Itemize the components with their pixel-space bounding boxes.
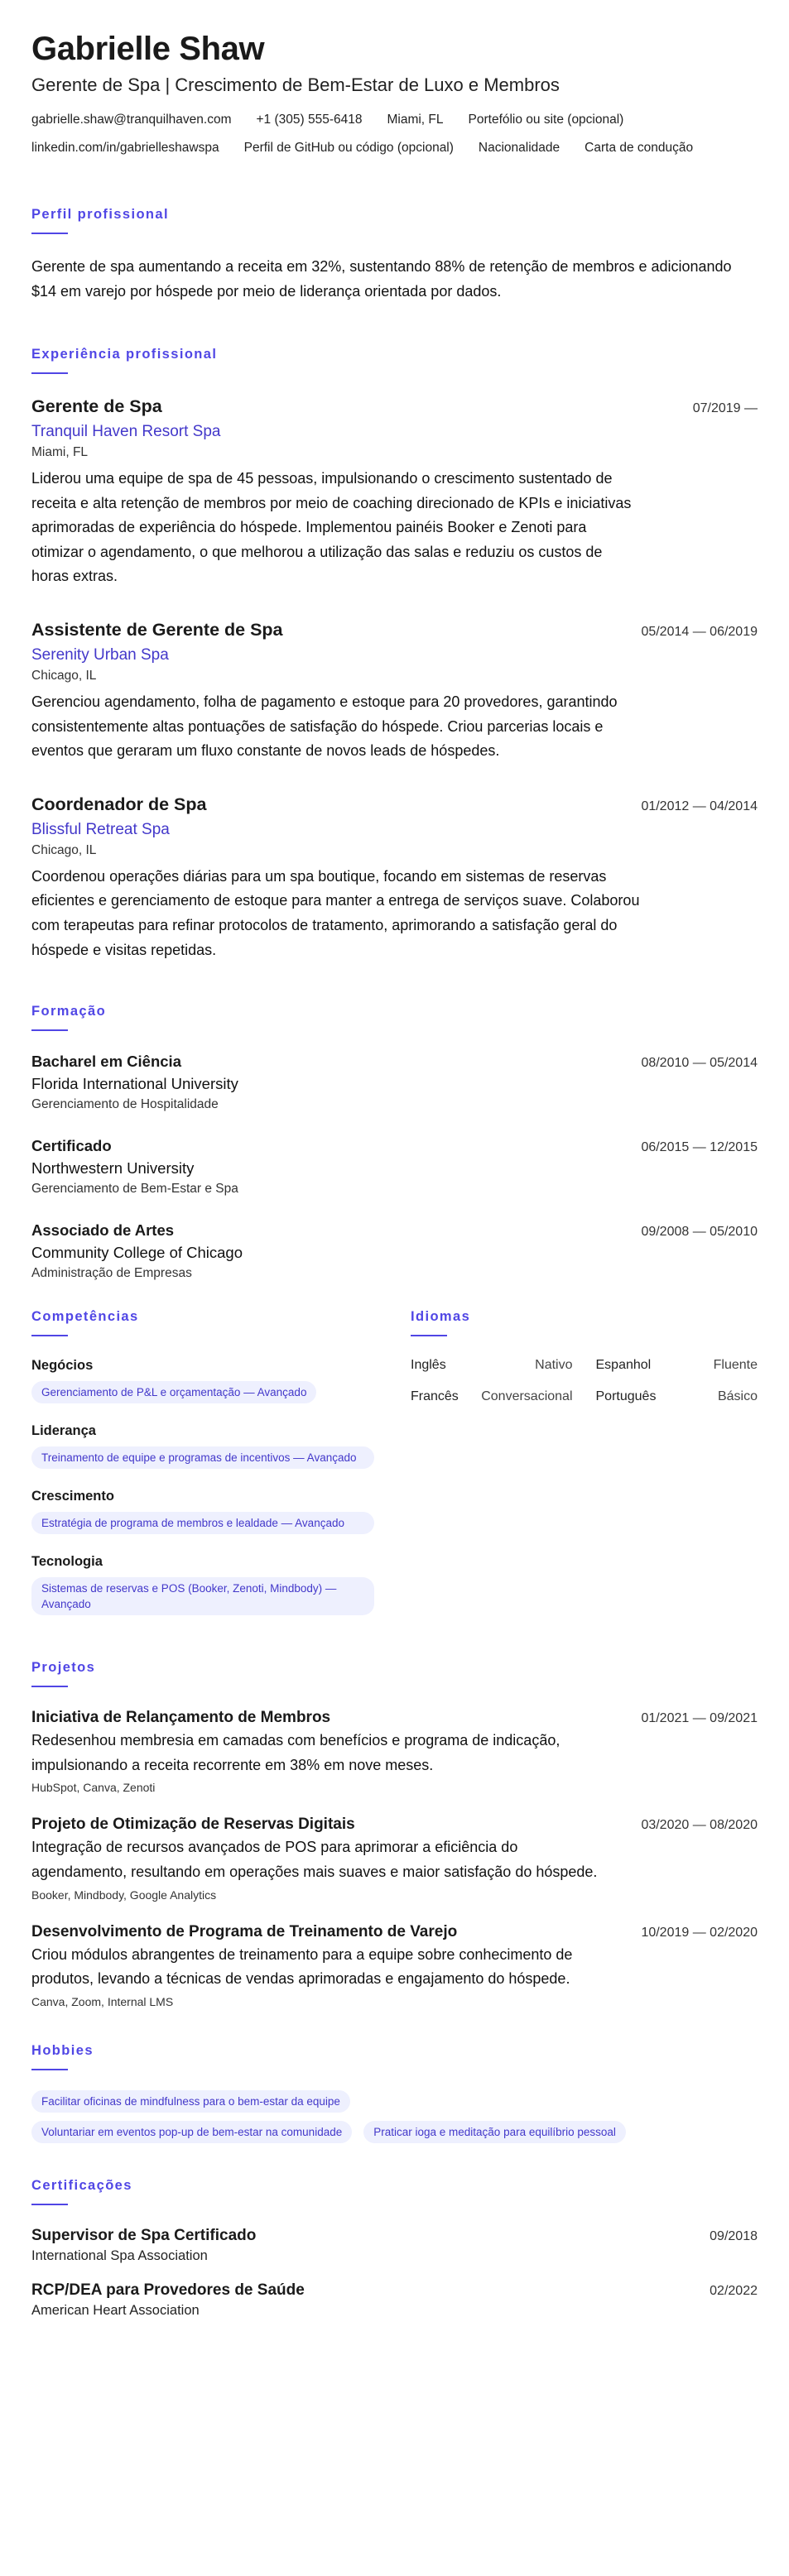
hobby-pill: Facilitar oficinas de mindfulness para o bem-estar da equipe xyxy=(31,2090,350,2113)
project-date: 03/2020 — 08/2020 xyxy=(641,1818,758,1833)
job-location: Chicago, IL xyxy=(31,668,97,683)
projects-section xyxy=(31,1658,758,2010)
section-divider xyxy=(31,1686,68,1687)
project-title: Projeto de Otimização de Reservas Digitais xyxy=(31,1816,355,1834)
job-description: Liderou uma equipe de spa de 45 pessoas, impulsionando o crescimento sustentado de receita e alta retenção de membros por meio de coaching direcionado de KPIs e iniciativas aprimoradas de experiência do hóspede. Implementou painéis Booker e Zenoti para otimizar o agendamento, o que melhorou a utilização das salas e reduziu os custos de horas extras. xyxy=(31,470,632,585)
job-location: Chicago, IL xyxy=(31,842,97,857)
edu-school: Florida International University xyxy=(31,1075,238,1093)
section-divider xyxy=(31,2204,68,2205)
cert-org: American Heart Association xyxy=(31,2302,200,2318)
project-entry xyxy=(31,1921,758,2010)
job-company: Tranquil Haven Resort Spa xyxy=(31,423,221,440)
language-item xyxy=(596,1356,758,1374)
education-entry xyxy=(31,1220,758,1283)
project-entry xyxy=(31,1814,758,1902)
project-tech: Canva, Zoom, Internal LMS xyxy=(31,1994,174,2008)
contact-driving-license: Carta de condução xyxy=(585,141,694,155)
section-title: Perfil profissional xyxy=(31,207,169,222)
edu-degree: Certificado xyxy=(31,1137,112,1155)
summary-text: Gerente de spa aumentando a receita em 32%, sustentando 88% de retenção de membros e adicionando $14 em varejo por hóspede por meio de liderança orientada por dados. xyxy=(31,258,732,300)
skill-group xyxy=(31,1552,378,1615)
education-entry xyxy=(31,1051,758,1114)
section-divider xyxy=(31,233,68,234)
skill-group xyxy=(31,1422,378,1469)
section-divider xyxy=(31,1335,68,1336)
edu-school: Community College of Chicago xyxy=(31,1244,243,1262)
job-description: Gerenciou agendamento, folha de pagamento e estoque para 20 provedores, garantindo consistentemente altas pontuações de satisfação do hóspede. Criou parcerias locais e eventos que geraram um fluxo constante de novos leads de hóspedes. xyxy=(31,693,618,760)
project-entry xyxy=(31,1707,758,1796)
project-tech: Booker, Mindbody, Google Analytics xyxy=(31,1888,217,1902)
cert-name: Supervisor de Spa Certificado xyxy=(31,2226,257,2244)
section-divider xyxy=(31,2069,68,2070)
contact-nationality: Nacionalidade xyxy=(478,141,560,155)
cert-date: 02/2022 xyxy=(710,2283,758,2298)
project-description: Redesenhou membresia em camadas com benefícios e programa de indicação, impulsionando a receita recorrente em 38% em nove meses. xyxy=(31,1732,560,1773)
cert-name: RCP/DEA para Provedores de Saúde xyxy=(31,2281,305,2299)
languages-section xyxy=(411,1307,758,1615)
contact-linkedin[interactable]: linkedin.com/in/gabrielleshawspa xyxy=(31,141,219,155)
edu-date: 06/2015 — 12/2015 xyxy=(641,1140,758,1155)
job-company: Blissful Retreat Spa xyxy=(31,820,170,838)
edu-date: 09/2008 — 05/2010 xyxy=(641,1225,758,1240)
job-entry xyxy=(31,394,758,589)
edu-date: 08/2010 — 05/2014 xyxy=(641,1056,758,1071)
skill-category: Crescimento xyxy=(31,1489,114,1504)
section-title: Formação xyxy=(31,1004,107,1019)
job-date: 07/2019 — xyxy=(692,401,758,415)
job-entry xyxy=(31,792,758,962)
edu-field: Administração de Empresas xyxy=(31,1266,192,1281)
language-name: Francês xyxy=(411,1389,459,1404)
project-date: 10/2019 — 02/2020 xyxy=(641,1925,758,1940)
job-date: 01/2012 — 04/2014 xyxy=(641,799,758,813)
language-name: Espanhol xyxy=(595,1358,652,1373)
contact-portfolio[interactable]: Portefólio ou site (opcional) xyxy=(468,113,624,127)
project-title: Iniciativa de Relançamento de Membros xyxy=(31,1709,331,1727)
language-level: Fluente xyxy=(713,1358,758,1373)
section-title: Hobbies xyxy=(31,2042,94,2058)
hobby-pill: Praticar ioga e meditação para equilíbrio pessoal xyxy=(363,2121,626,2143)
certification-entry xyxy=(31,2280,758,2319)
project-title: Desenvolvimento de Programa de Treinamento de Varejo xyxy=(31,1922,458,1940)
job-entry xyxy=(31,617,758,764)
cert-date: 09/2018 xyxy=(710,2228,758,2243)
resume-header xyxy=(31,30,758,157)
edu-field: Gerenciamento de Hospitalidade xyxy=(31,1097,219,1112)
language-level: Conversacional xyxy=(481,1389,573,1404)
cert-org: International Spa Association xyxy=(31,2247,208,2263)
job-company: Serenity Urban Spa xyxy=(31,645,169,664)
language-item xyxy=(411,1356,573,1374)
job-title: Assistente de Gerente de Spa xyxy=(31,619,283,640)
headline: Gerente de Spa | Crescimento de Bem-Estar de Luxo e Membros xyxy=(31,74,560,95)
contact-github[interactable]: Perfil de GitHub ou código (opcional) xyxy=(243,141,454,155)
section-divider xyxy=(411,1335,447,1336)
language-level: Nativo xyxy=(535,1358,573,1373)
language-name: Português xyxy=(595,1389,657,1404)
project-date: 01/2021 — 09/2021 xyxy=(641,1711,758,1726)
section-title: Experiência profissional xyxy=(31,347,218,362)
contact-list xyxy=(31,111,758,157)
skill-category: Liderança xyxy=(31,1423,96,1439)
job-description: Coordenou operações diárias para um spa boutique, focando em sistemas de reservas eficientes e gerenciamento de estoque para manter a entrega de serviços suave. Colaborou com terapeutas para refinar protocolos de tratamento, aprimorando a satisfação geral do hóspede e visitas repetidas. xyxy=(31,867,640,958)
job-title: Coordenador de Spa xyxy=(31,794,207,814)
language-item xyxy=(411,1388,573,1406)
project-description: Criou módulos abrangentes de treinamento para a equipe sobre conhecimento de produtos, levando a técnicas de vendas aprimoradas e engajamento do hóspede. xyxy=(31,1945,573,1988)
section-title: Competências xyxy=(31,1309,139,1325)
skills-languages-row xyxy=(31,1307,758,1615)
language-level: Básico xyxy=(717,1389,758,1404)
language-name: Inglês xyxy=(411,1358,446,1373)
edu-degree: Associado de Artes xyxy=(31,1221,175,1240)
certification-entry xyxy=(31,2225,758,2265)
skill-pill: Treinamento de equipe e programas de incentivos — Avançado xyxy=(31,1446,374,1469)
skill-pill: Gerenciamento de P&L e orçamentação — Avançado xyxy=(31,1381,316,1403)
skills-section xyxy=(31,1307,378,1615)
project-description: Integração de recursos avançados de POS para aprimorar a eficiência do agendamento, resultando em operações mais suaves e maior satisfação do hóspede. xyxy=(31,1839,598,1880)
section-title: Idiomas xyxy=(411,1309,471,1325)
job-title: Gerente de Spa xyxy=(31,396,162,416)
section-divider xyxy=(31,372,68,374)
section-title: Certificações xyxy=(31,2177,132,2193)
contact-location: Miami, FL xyxy=(387,113,444,127)
candidate-name: Gabrielle Shaw xyxy=(31,31,265,67)
hobbies-section xyxy=(31,2041,758,2143)
experience-section xyxy=(31,345,758,962)
job-location: Miami, FL xyxy=(31,445,89,459)
education-entry xyxy=(31,1135,758,1198)
edu-school: Northwestern University xyxy=(31,1159,195,1178)
hobby-list xyxy=(31,2090,758,2143)
certifications-section xyxy=(31,2176,758,2319)
summary-section xyxy=(31,205,758,304)
hobby-pill: Voluntariar em eventos pop-up de bem-estar na comunidade xyxy=(31,2121,352,2143)
skill-pill: Estratégia de programa de membros e lealdade — Avançado xyxy=(31,1512,374,1534)
skill-group xyxy=(31,1487,378,1534)
edu-degree: Bacharel em Ciência xyxy=(31,1053,181,1071)
language-grid xyxy=(411,1356,758,1406)
edu-field: Gerenciamento de Bem-Estar e Spa xyxy=(31,1182,238,1197)
contact-email[interactable]: gabrielle.shaw@tranquilhaven.com xyxy=(31,113,232,127)
project-tech: HubSpot, Canva, Zenoti xyxy=(31,1781,156,1795)
skill-category: Negócios xyxy=(31,1358,94,1374)
skill-group xyxy=(31,1356,378,1403)
contact-phone[interactable]: +1 (305) 555-6418 xyxy=(256,113,363,127)
job-date: 05/2014 — 06/2019 xyxy=(641,624,758,639)
language-item xyxy=(596,1388,758,1406)
education-section xyxy=(31,1002,758,1283)
skill-pill: Sistemas de reservas e POS (Booker, Zenoti, Mindbody) — Avançado xyxy=(31,1577,374,1615)
section-title: Projetos xyxy=(31,1660,96,1676)
skill-category: Tecnologia xyxy=(31,1554,103,1570)
section-divider xyxy=(31,1029,68,1031)
